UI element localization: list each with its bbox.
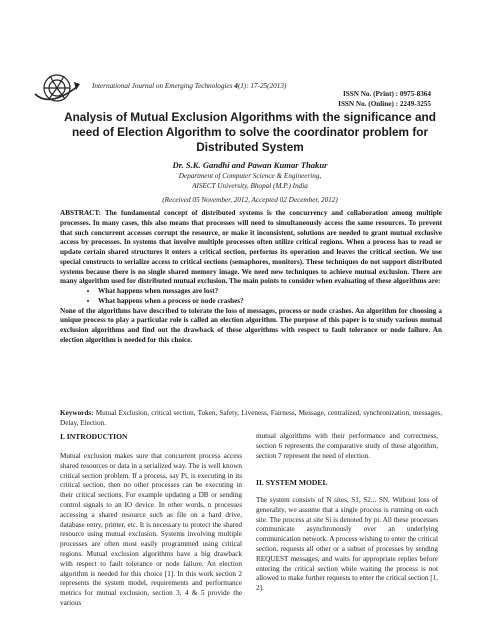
received-date: (Received 05 November, 2012, Accepted 02 December, 2012) (162, 196, 338, 204)
abstract-label: ABSTRACT: (60, 209, 102, 217)
abstract-bullet: • What happens when a process or node crashes? (98, 297, 442, 307)
issn-online: ISSN No. (Online) : 2249-3255 (338, 100, 431, 108)
section-heading-introduction: I. INTRODUCTION (60, 432, 128, 441)
abstract-closing: None of the algorithms have described to tolerate the loss of messages, process or node crashes. An algorithm for choosing a unique process to play a particular role is called an election algorithm. The purpose of this paper is to study various mutual exclusion algorithms and find out the drawback of these algorithms with respect to fault tolerance or node failure. An election algorithm is needed for this choice. (60, 306, 442, 344)
keywords (60, 408, 442, 428)
system-model-text: The system consists of N sites, S1, S2... SN. Without loss of generality, we assume that a single process is running on each site. The process at site Si is denoted by pi. All these processes communicate asynchronously over an underlying communication network. A process wishing to enter the critical section, requests all other or a subset of processes by sending REQUEST messages, and waits for appropriate replies before entering the critical section while waiting the process is not allowed to make further requests to enter the critical section [1, 2]. (256, 496, 438, 593)
journal-citation: International Journal on Emerging Technologies 4(1): 17-25(2013) (92, 82, 287, 90)
author-university: AISECT University, Bhopal (M.P.) India (192, 182, 308, 190)
author-department: Department of Computer Science & Engineering, (178, 172, 322, 180)
keywords-label: Keywords: (60, 409, 94, 417)
abstract-bullet-list (60, 287, 442, 307)
issn-print: ISSN No. (Print) : 0975-8364 (342, 90, 431, 98)
section-heading-system-model: II. SYSTEM MODEL (256, 478, 328, 487)
keywords-text: Mutual Exclusion, critical section, Token, Safety, Liveness, Fairness, Message, centralized, synchronization, messages, Delay, Election. (60, 409, 442, 428)
abstract (60, 209, 442, 346)
introduction-continued-text: mutual algorithms with their performance and correctness, section 6 represents the comparative study of these algorithm, section 7 represent the need of election. (256, 432, 438, 460)
paper-title: Analysis of Mutual Exclusion Algorithms with the significance and need of Election Algorithm to solve the coordinator problem for Distributed System (64, 110, 436, 155)
journal-logo (30, 64, 88, 110)
paper-authors: Dr. S.K. Gandhi and Pawan Kumar Thakur (172, 160, 328, 170)
abstract-bullet: • What happens when messages are lost? (98, 287, 442, 297)
abstract-body: ABSTRACT: The fundamental concept of distributed systems is the concurrency and collaboration among multiple processes. In many cases, this also means that processes will need to simultaneously access the same resources. To prevent that such concurrent accesses corrupt the resource, or make it inconsistent, solutions are needed to grant mutual exclusive access by processes. In systems that involve multiple processes often utilize critical regions. When a process has to read or update certain shared structures it enters a critical section, performs its operation and leaves the critical section. We use special constructs to serialize access to critical sections (semaphores, monitors). These techniques do not support distributed systems because there is no single shared memory image. We need new techniques to achieve mutual exclusion. There are many algorithm used for distributed mutual exclusion. The main points to consider when evaluating of these algorithms are: (60, 209, 442, 286)
introduction-text: Mutual exclusion makes sure that concurrent process access shared resources or data in a serialized way. The is well known critical section problem. If a process, say Pi, is executing in its critical section, then no other processes can be executing in their critical sections. For example updating a DB or sending control signals to an IO device. In other words, n processes accessing a shared resource such as file on a hard drive, database entry, printer, etc. It is necessary to protect the shared resource using mutual exclusion. Systems involving multiple processes are often most easily programmed using critical regions. Mutual exclusion algorithms have a big drawback with respect to fault tolerance or node failure. An election algorithm is needed for this choice [1]. In this work section 2 represents the system model, requirements and performance metrics for mutual exclusion, section 3, 4 & 5 provide the various (60, 452, 242, 607)
